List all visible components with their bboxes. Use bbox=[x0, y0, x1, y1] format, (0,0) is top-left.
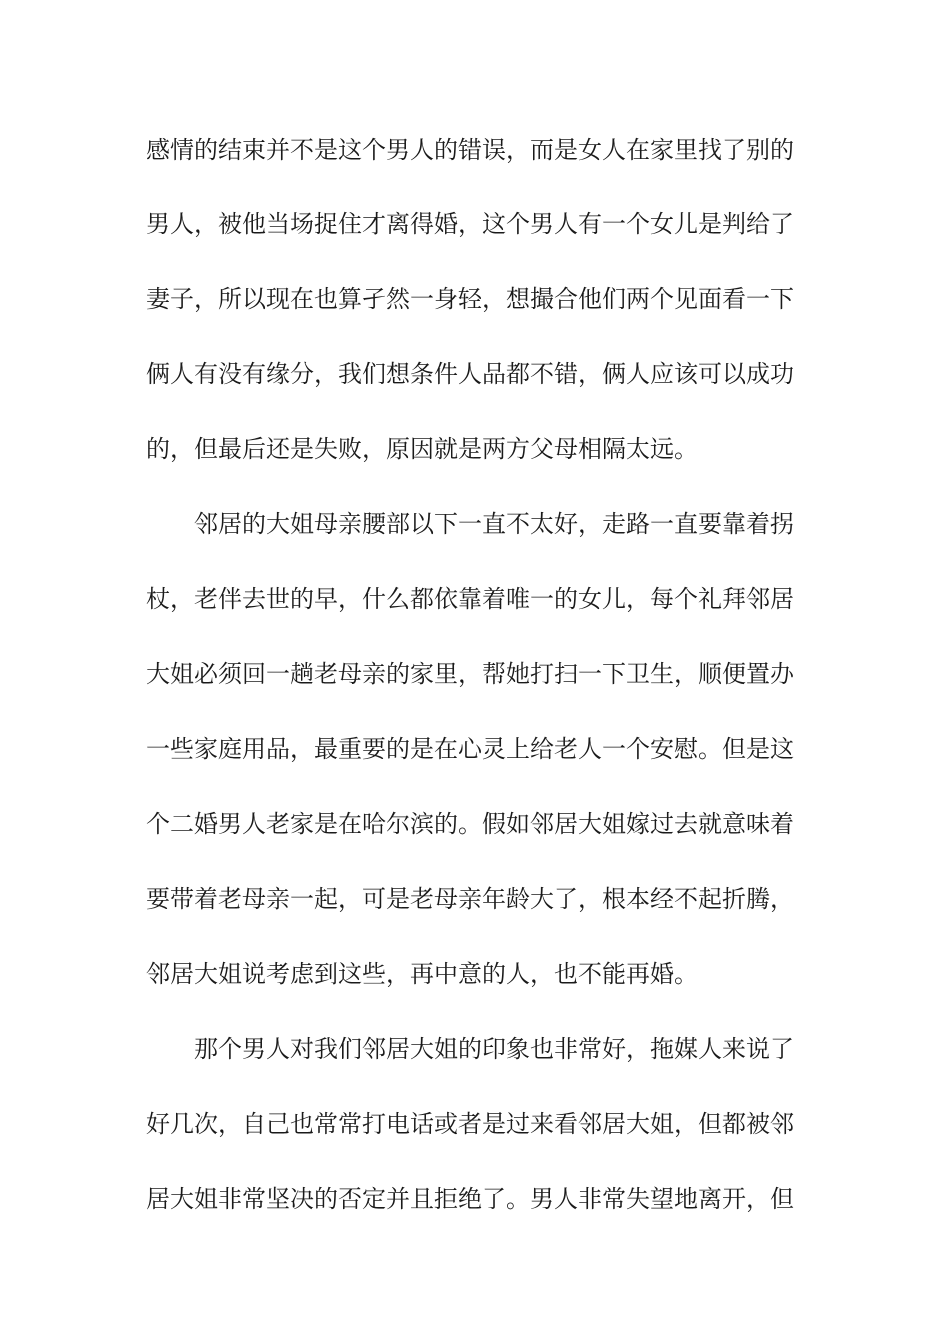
text-line: 杖，老伴去世的早，什么都依靠着唯一的女儿，每个礼拜邻居 bbox=[146, 585, 794, 613]
text-line: 俩人有没有缘分，我们想条件人品都不错，俩人应该可以成功 bbox=[146, 360, 794, 388]
text-line: 好几次，自己也常常打电话或者是过来看邻居大姐，但都被邻 bbox=[146, 1110, 794, 1138]
text-line: 感情的结束并不是这个男人的错误，而是女人在家里找了别的 bbox=[146, 136, 794, 164]
text-line: 邻居大姐说考虑到这些，再中意的人，也不能再婚。 bbox=[146, 960, 698, 988]
text-line: 一些家庭用品，最重要的是在心灵上给老人一个安慰。但是这 bbox=[146, 735, 794, 763]
text-line: 大姐必须回一趟老母亲的家里，帮她打扫一下卫生，顺便置办 bbox=[146, 660, 794, 688]
text-line: 妻子，所以现在也算孑然一身轻，想撮合他们两个见面看一下 bbox=[146, 285, 794, 313]
text-line: 居大姐非常坚决的否定并且拒绝了。男人非常失望地离开，但 bbox=[146, 1185, 794, 1213]
text-line: 那个男人对我们邻居大姐的印象也非常好，拖媒人来说了 bbox=[194, 1035, 794, 1063]
text-line: 的，但最后还是失败，原因就是两方父母相隔太远。 bbox=[146, 435, 698, 463]
text-line: 要带着老母亲一起，可是老母亲年龄大了，根本经不起折腾， bbox=[146, 885, 794, 913]
text-line: 男人，被他当场捉住才离得婚，这个男人有一个女儿是判给了 bbox=[146, 210, 794, 238]
text-line: 邻居的大姐母亲腰部以下一直不太好，走路一直要靠着拐 bbox=[194, 510, 794, 538]
text-line: 个二婚男人老家是在哈尔滨的。假如邻居大姐嫁过去就意味着 bbox=[146, 810, 794, 838]
